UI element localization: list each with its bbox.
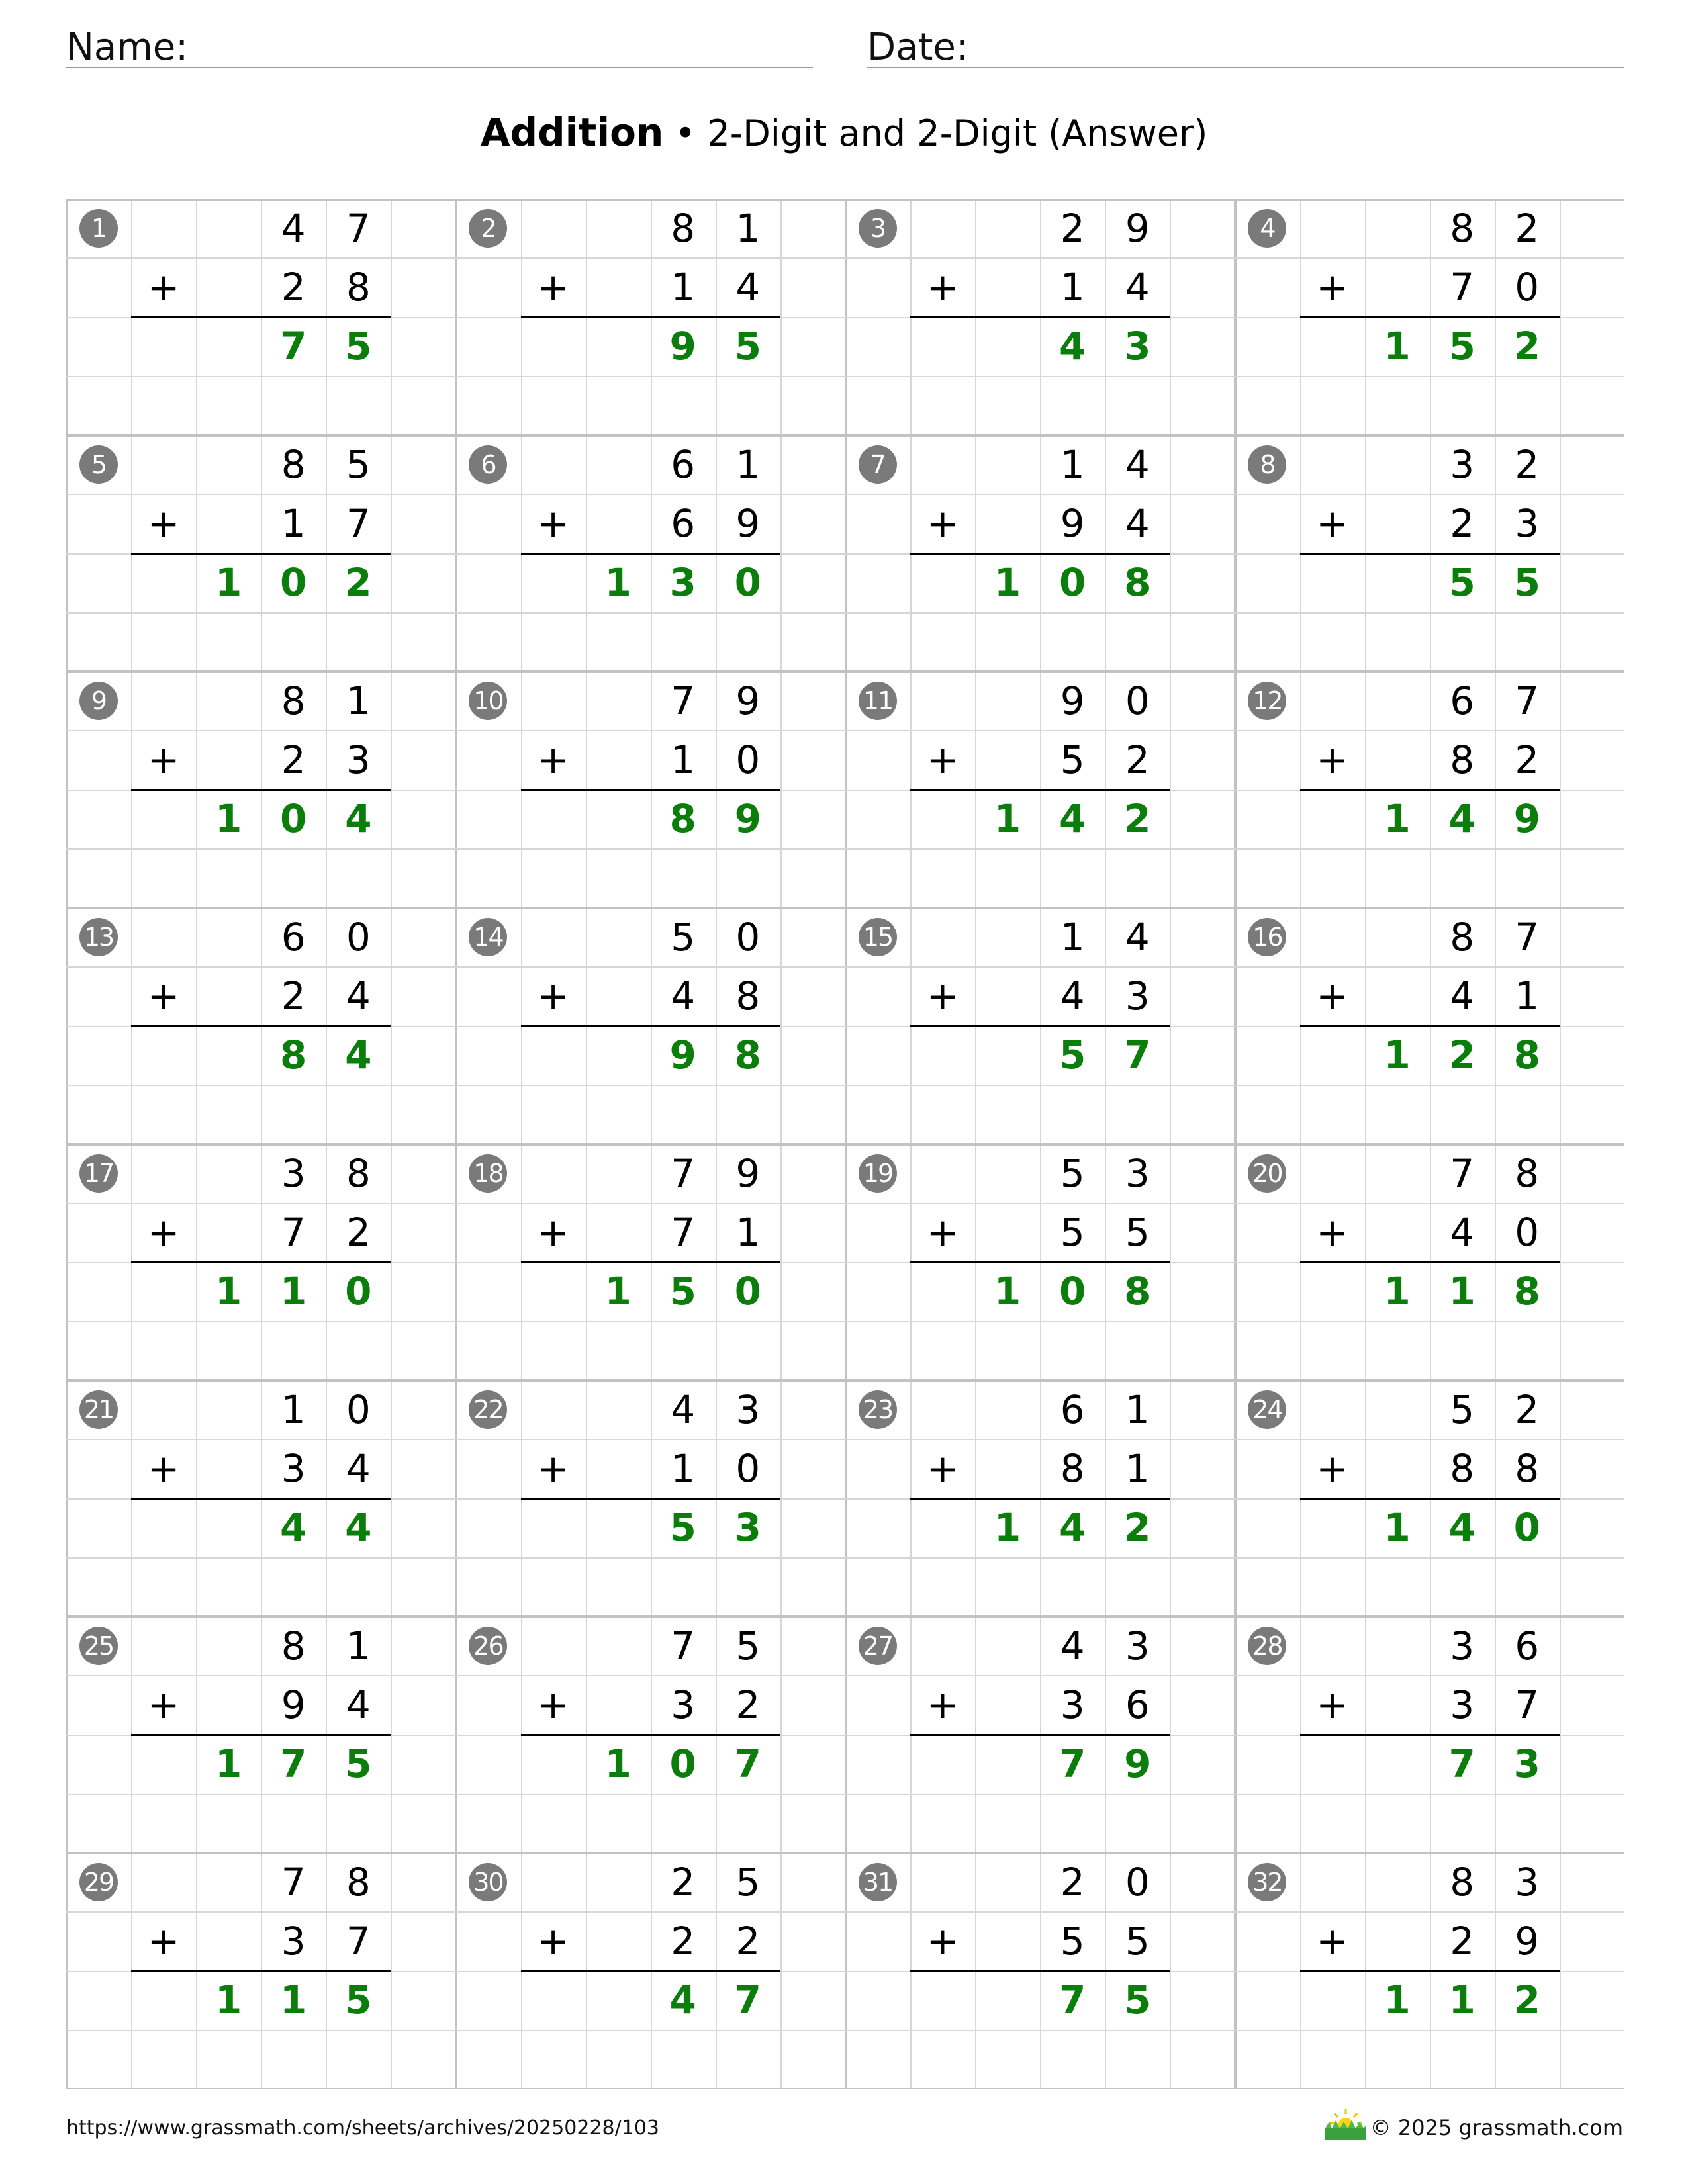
- answer-digit: 7: [1059, 1978, 1086, 2023]
- answer-digit: 1: [1448, 1978, 1476, 2023]
- addend-top-digit: 1: [346, 1623, 371, 1668]
- plus-sign: +: [147, 973, 180, 1019]
- answer-digit: 1: [1383, 1269, 1411, 1314]
- plus-sign: +: [537, 1682, 569, 1727]
- answer-digit: 4: [1059, 796, 1086, 841]
- answer-digit: 2: [345, 560, 372, 605]
- addend-bottom-digit: 8: [1060, 1445, 1085, 1491]
- addend-top-digit: 6: [1450, 678, 1475, 723]
- answer-digit: 8: [280, 1032, 307, 1077]
- answer-digit: 3: [1124, 324, 1151, 369]
- addend-bottom-digit: 2: [1125, 737, 1150, 782]
- answer-digit: 0: [1059, 1269, 1086, 1314]
- problem-number-badge: 14: [469, 918, 507, 956]
- plus-sign: +: [1316, 264, 1348, 310]
- addend-top-digit: 8: [1450, 1859, 1475, 1905]
- answer-digit: 8: [1513, 1269, 1540, 1314]
- addend-bottom-digit: 1: [1125, 1445, 1150, 1491]
- answer-digit: 1: [604, 1741, 632, 1786]
- addend-bottom-digit: 2: [671, 1918, 696, 1964]
- addend-top-digit: 4: [1125, 914, 1150, 960]
- answer-digit: 7: [734, 1741, 761, 1786]
- answer-digit: 3: [669, 560, 696, 605]
- addend-bottom-digit: 4: [1060, 973, 1085, 1019]
- answer-digit: 1: [1448, 1269, 1476, 1314]
- problem-number-badge: 31: [859, 1863, 897, 1901]
- problem-number-badge: 19: [859, 1154, 897, 1193]
- plus-sign: +: [926, 264, 959, 310]
- answer-digit: 4: [345, 796, 372, 841]
- addend-top-digit: 7: [281, 1859, 306, 1905]
- addend-top-digit: 7: [671, 1150, 696, 1196]
- answer-digit: 7: [1124, 1032, 1151, 1077]
- plus-sign: +: [1316, 1209, 1348, 1255]
- answer-digit: 9: [669, 324, 696, 369]
- addend-top-digit: 0: [735, 914, 761, 960]
- addend-top-digit: 2: [671, 1859, 696, 1905]
- addend-top-digit: 8: [281, 678, 306, 723]
- plus-sign: +: [1316, 1445, 1348, 1491]
- addend-top-digit: 8: [281, 441, 306, 487]
- addend-bottom-digit: 9: [735, 500, 761, 546]
- addend-bottom-digit: 5: [1125, 1918, 1150, 1964]
- answer-digit: 2: [1124, 1505, 1151, 1550]
- answer-digit: 1: [1383, 796, 1411, 841]
- answer-digit: 1: [214, 796, 242, 841]
- plus-sign: +: [147, 737, 180, 782]
- addend-top-digit: 9: [735, 1150, 761, 1196]
- answer-digit: 3: [734, 1505, 761, 1550]
- plus-sign: +: [537, 500, 569, 546]
- addend-top-digit: 5: [1060, 1150, 1085, 1196]
- plus-sign: +: [926, 1209, 959, 1255]
- problem-number-badge: 9: [79, 682, 118, 720]
- plus-sign: +: [537, 1209, 569, 1255]
- answer-digit: 9: [1513, 796, 1540, 841]
- answer-digit: 5: [669, 1269, 696, 1314]
- addend-top-digit: 0: [346, 1387, 371, 1432]
- answer-digit: 4: [1448, 1505, 1476, 1550]
- problem-number-badge: 22: [469, 1390, 507, 1429]
- answer-digit: 7: [1448, 1741, 1476, 1786]
- problem-number-badge: 3: [859, 209, 897, 248]
- answer-digit: 4: [280, 1505, 307, 1550]
- addend-top-digit: 3: [1125, 1150, 1150, 1196]
- addend-top-digit: 8: [1515, 1150, 1540, 1196]
- addend-bottom-digit: 7: [671, 1209, 696, 1255]
- plus-sign: +: [1316, 1918, 1348, 1964]
- addend-bottom-digit: 6: [671, 500, 696, 546]
- addend-top-digit: 1: [346, 678, 371, 723]
- answer-digit: 5: [1448, 324, 1476, 369]
- plus-sign: +: [926, 973, 959, 1019]
- addend-bottom-digit: 3: [1450, 1682, 1475, 1727]
- addend-bottom-digit: 7: [1450, 264, 1475, 310]
- addend-bottom-digit: 1: [1515, 973, 1540, 1019]
- answer-digit: 5: [345, 324, 372, 369]
- problem-number-badge: 16: [1248, 918, 1286, 956]
- addend-top-digit: 2: [1060, 1859, 1085, 1905]
- answer-digit: 0: [1513, 1505, 1540, 1550]
- problem-number-badge: 12: [1248, 682, 1286, 720]
- answer-digit: 8: [1124, 560, 1151, 605]
- addend-top-digit: 6: [1515, 1623, 1540, 1668]
- addend-top-digit: 8: [1450, 914, 1475, 960]
- problem-number-badge: 2: [469, 209, 507, 248]
- addend-top-digit: 6: [1060, 1387, 1085, 1432]
- answer-digit: 8: [734, 1032, 761, 1077]
- answer-digit: 1: [214, 1269, 242, 1314]
- plus-sign: +: [147, 1445, 180, 1491]
- problem-number-badge: 23: [859, 1390, 897, 1429]
- plus-sign: +: [1316, 973, 1348, 1019]
- answer-digit: 7: [280, 324, 307, 369]
- plus-sign: +: [1316, 737, 1348, 782]
- answer-digit: 1: [1383, 324, 1411, 369]
- addend-top-digit: 4: [281, 205, 306, 251]
- addend-bottom-digit: 1: [671, 264, 696, 310]
- name-label: Name:: [66, 26, 189, 69]
- addend-bottom-digit: 6: [1125, 1682, 1150, 1727]
- title-subtitle: • 2-Digit and 2-Digit (Answer): [663, 113, 1208, 154]
- plus-sign: +: [147, 1918, 180, 1964]
- addend-bottom-digit: 2: [1450, 1918, 1475, 1964]
- title-bold: Addition: [480, 110, 664, 155]
- answer-digit: 0: [734, 560, 761, 605]
- addend-bottom-digit: 2: [1515, 737, 1540, 782]
- answer-digit: 4: [1059, 324, 1086, 369]
- addend-top-digit: 5: [671, 914, 696, 960]
- plus-sign: +: [926, 737, 959, 782]
- addend-top-digit: 0: [1125, 678, 1150, 723]
- addend-top-digit: 3: [1450, 441, 1475, 487]
- answer-digit: 5: [1059, 1032, 1086, 1077]
- addend-bottom-digit: 4: [1125, 500, 1150, 546]
- addend-bottom-digit: 5: [1060, 1918, 1085, 1964]
- addend-bottom-digit: 4: [735, 264, 761, 310]
- addend-bottom-digit: 3: [281, 1918, 306, 1964]
- answer-digit: 1: [604, 560, 632, 605]
- problem-number-badge: 17: [79, 1154, 118, 1193]
- addend-top-digit: 9: [1060, 678, 1085, 723]
- addend-top-digit: 8: [346, 1859, 371, 1905]
- addend-top-digit: 7: [671, 1623, 696, 1668]
- addend-top-digit: 4: [1125, 441, 1150, 487]
- plus-sign: +: [1316, 500, 1348, 546]
- addend-top-digit: 8: [346, 1150, 371, 1196]
- addend-bottom-digit: 9: [281, 1682, 306, 1727]
- answer-digit: 1: [994, 796, 1021, 841]
- addend-bottom-digit: 2: [281, 737, 306, 782]
- plus-sign: +: [1316, 1682, 1348, 1727]
- problem-number-badge: 18: [469, 1154, 507, 1193]
- addend-top-digit: 1: [1125, 1387, 1150, 1432]
- addend-top-digit: 6: [671, 441, 696, 487]
- plus-sign: +: [537, 1445, 569, 1491]
- addend-top-digit: 3: [281, 1150, 306, 1196]
- addend-bottom-digit: 0: [735, 1445, 761, 1491]
- answer-digit: 1: [1383, 1978, 1411, 2023]
- answer-digit: 7: [280, 1741, 307, 1786]
- answer-digit: 4: [1448, 796, 1476, 841]
- answer-digit: 2: [1513, 324, 1540, 369]
- addend-bottom-digit: 3: [346, 737, 371, 782]
- answer-digit: 0: [345, 1269, 372, 1314]
- addend-bottom-digit: 1: [1060, 264, 1085, 310]
- addend-bottom-digit: 4: [1450, 1209, 1475, 1255]
- answer-digit: 1: [994, 1269, 1021, 1314]
- answer-digit: 2: [1448, 1032, 1476, 1077]
- plus-sign: +: [537, 737, 569, 782]
- answer-digit: 9: [734, 796, 761, 841]
- answer-digit: 5: [345, 1741, 372, 1786]
- footer-url[interactable]: https://www.grassmath.com/sheets/archives/20250228/103: [66, 2116, 660, 2140]
- answer-digit: 4: [345, 1032, 372, 1077]
- addend-top-digit: 3: [1515, 1859, 1540, 1905]
- answer-digit: 5: [1124, 1978, 1151, 2023]
- answer-digit: 2: [1513, 1978, 1540, 2023]
- answer-digit: 7: [1059, 1741, 1086, 1786]
- addend-bottom-digit: 2: [346, 1209, 371, 1255]
- addend-top-digit: 7: [346, 205, 371, 251]
- answer-digit: 1: [214, 1741, 242, 1786]
- date-label: Date:: [867, 26, 968, 69]
- answer-digit: 3: [1513, 1741, 1540, 1786]
- answer-digit: 5: [1448, 560, 1476, 605]
- addend-top-digit: 2: [1515, 441, 1540, 487]
- date-line[interactable]: [867, 67, 1624, 68]
- addend-bottom-digit: 1: [281, 500, 306, 546]
- problem-number-badge: 1: [79, 209, 118, 248]
- addend-top-digit: 3: [735, 1387, 761, 1432]
- addend-top-digit: 6: [281, 914, 306, 960]
- answer-digit: 1: [994, 1505, 1021, 1550]
- problem-number-badge: 26: [469, 1627, 507, 1665]
- name-line[interactable]: [66, 67, 813, 68]
- plus-sign: +: [926, 500, 959, 546]
- problem-number-badge: 20: [1248, 1154, 1286, 1193]
- problem-number-badge: 6: [469, 445, 507, 484]
- addend-bottom-digit: 8: [346, 264, 371, 310]
- addend-bottom-digit: 4: [1125, 264, 1150, 310]
- addend-top-digit: 2: [1060, 205, 1085, 251]
- problem-number-badge: 4: [1248, 209, 1286, 248]
- addend-top-digit: 2: [1515, 1387, 1540, 1432]
- addend-bottom-digit: 1: [671, 1445, 696, 1491]
- addend-bottom-digit: 7: [281, 1209, 306, 1255]
- addend-bottom-digit: 3: [1060, 1682, 1085, 1727]
- problem-number-badge: 30: [469, 1863, 507, 1901]
- answer-digit: 0: [734, 1269, 761, 1314]
- addend-bottom-digit: 8: [1450, 737, 1475, 782]
- problem-number-badge: 24: [1248, 1390, 1286, 1429]
- problem-number-badge: 15: [859, 918, 897, 956]
- answer-digit: 1: [214, 1978, 242, 2023]
- addend-top-digit: 2: [1515, 205, 1540, 251]
- answer-digit: 8: [669, 796, 696, 841]
- answer-digit: 4: [345, 1505, 372, 1550]
- addend-bottom-digit: 4: [346, 1445, 371, 1491]
- addend-top-digit: 4: [1060, 1623, 1085, 1668]
- plus-sign: +: [926, 1445, 959, 1491]
- worksheet-grid: [66, 199, 1624, 2089]
- problem-number-badge: 8: [1248, 445, 1286, 484]
- addend-top-digit: 9: [735, 678, 761, 723]
- addend-bottom-digit: 3: [1515, 500, 1540, 546]
- addend-top-digit: 5: [735, 1859, 761, 1905]
- addend-bottom-digit: 0: [1515, 264, 1540, 310]
- addend-top-digit: 5: [735, 1623, 761, 1668]
- answer-digit: 4: [1059, 1505, 1086, 1550]
- addend-bottom-digit: 0: [735, 737, 761, 782]
- plus-sign: +: [537, 264, 569, 310]
- problem-number-badge: 13: [79, 918, 118, 956]
- addend-top-digit: 0: [1125, 1859, 1150, 1905]
- addend-top-digit: 1: [735, 441, 761, 487]
- addend-bottom-digit: 4: [346, 973, 371, 1019]
- plus-sign: +: [147, 1209, 180, 1255]
- plus-sign: +: [537, 1918, 569, 1964]
- addend-bottom-digit: 1: [671, 737, 696, 782]
- addend-bottom-digit: 4: [1450, 973, 1475, 1019]
- addend-top-digit: 0: [346, 914, 371, 960]
- plus-sign: +: [926, 1918, 959, 1964]
- answer-digit: 1: [1383, 1032, 1411, 1077]
- answer-digit: 8: [1513, 1032, 1540, 1077]
- addend-bottom-digit: 1: [735, 1209, 761, 1255]
- problem-number-badge: 5: [79, 445, 118, 484]
- addend-bottom-digit: 2: [1450, 500, 1475, 546]
- plus-sign: +: [926, 1682, 959, 1727]
- answer-digit: 1: [1383, 1505, 1411, 1550]
- answer-digit: 5: [669, 1505, 696, 1550]
- addend-top-digit: 4: [671, 1387, 696, 1432]
- addend-top-digit: 7: [671, 678, 696, 723]
- addend-top-digit: 8: [281, 1623, 306, 1668]
- answer-digit: 7: [734, 1978, 761, 2023]
- addend-bottom-digit: 2: [735, 1682, 761, 1727]
- problem-number-badge: 25: [79, 1627, 118, 1665]
- answer-digit: 9: [669, 1032, 696, 1077]
- problem-number-badge: 21: [79, 1390, 118, 1429]
- problem-number-badge: 11: [859, 682, 897, 720]
- answer-digit: 5: [345, 1978, 372, 2023]
- addend-bottom-digit: 7: [346, 500, 371, 546]
- answer-digit: 8: [1124, 1269, 1151, 1314]
- answer-digit: 0: [1059, 560, 1086, 605]
- problem-number-badge: 10: [469, 682, 507, 720]
- addend-top-digit: 5: [1450, 1387, 1475, 1432]
- plus-sign: +: [147, 264, 180, 310]
- addend-bottom-digit: 4: [346, 1682, 371, 1727]
- addend-top-digit: 9: [1125, 205, 1150, 251]
- addend-top-digit: 8: [671, 205, 696, 251]
- plus-sign: +: [147, 1682, 180, 1727]
- addend-top-digit: 1: [281, 1387, 306, 1432]
- addend-top-digit: 3: [1450, 1623, 1475, 1668]
- grass-sun-logo-icon: [1323, 2107, 1369, 2142]
- addend-bottom-digit: 8: [735, 973, 761, 1019]
- addend-bottom-digit: 2: [281, 264, 306, 310]
- addend-bottom-digit: 7: [346, 1918, 371, 1964]
- addend-top-digit: 5: [346, 441, 371, 487]
- answer-digit: 4: [669, 1978, 696, 2023]
- addend-top-digit: 8: [1450, 205, 1475, 251]
- addend-bottom-digit: 5: [1060, 737, 1085, 782]
- page-title: [0, 106, 1688, 160]
- plus-sign: +: [537, 973, 569, 1019]
- addend-top-digit: 3: [1125, 1623, 1150, 1668]
- answer-digit: 0: [280, 560, 307, 605]
- problem-number-badge: 27: [859, 1627, 897, 1665]
- addend-bottom-digit: 5: [1125, 1209, 1150, 1255]
- addend-bottom-digit: 3: [281, 1445, 306, 1491]
- addend-bottom-digit: 7: [1515, 1682, 1540, 1727]
- problem-number-badge: 7: [859, 445, 897, 484]
- answer-digit: 1: [604, 1269, 632, 1314]
- addend-top-digit: 1: [735, 205, 761, 251]
- addend-bottom-digit: 5: [1060, 1209, 1085, 1255]
- answer-digit: 2: [1124, 796, 1151, 841]
- addend-bottom-digit: 4: [671, 973, 696, 1019]
- answer-digit: 1: [280, 1269, 307, 1314]
- footer-copyright: © 2025 grassmath.com: [1370, 2115, 1623, 2140]
- answer-digit: 1: [214, 560, 242, 605]
- addend-top-digit: 7: [1515, 914, 1540, 960]
- addend-bottom-digit: 2: [735, 1918, 761, 1964]
- addend-bottom-digit: 3: [1125, 973, 1150, 1019]
- addend-top-digit: 7: [1515, 678, 1540, 723]
- answer-digit: 0: [669, 1741, 696, 1786]
- addend-top-digit: 1: [1060, 914, 1085, 960]
- addend-bottom-digit: 8: [1450, 1445, 1475, 1491]
- addend-bottom-digit: 8: [1515, 1445, 1540, 1491]
- addend-top-digit: 7: [1450, 1150, 1475, 1196]
- answer-digit: 5: [734, 324, 761, 369]
- answer-digit: 1: [280, 1978, 307, 2023]
- problem-number-badge: 29: [79, 1863, 118, 1901]
- answer-digit: 5: [1513, 560, 1540, 605]
- problem-number-badge: 28: [1248, 1627, 1286, 1665]
- plus-sign: +: [147, 500, 180, 546]
- answer-digit: 0: [280, 796, 307, 841]
- addend-bottom-digit: 9: [1515, 1918, 1540, 1964]
- answer-digit: 9: [1124, 1741, 1151, 1786]
- addend-bottom-digit: 2: [281, 973, 306, 1019]
- addend-top-digit: 1: [1060, 441, 1085, 487]
- addend-bottom-digit: 3: [671, 1682, 696, 1727]
- answer-digit: 1: [994, 560, 1021, 605]
- problem-number-badge: 32: [1248, 1863, 1286, 1901]
- addend-bottom-digit: 9: [1060, 500, 1085, 546]
- addend-bottom-digit: 0: [1515, 1209, 1540, 1255]
